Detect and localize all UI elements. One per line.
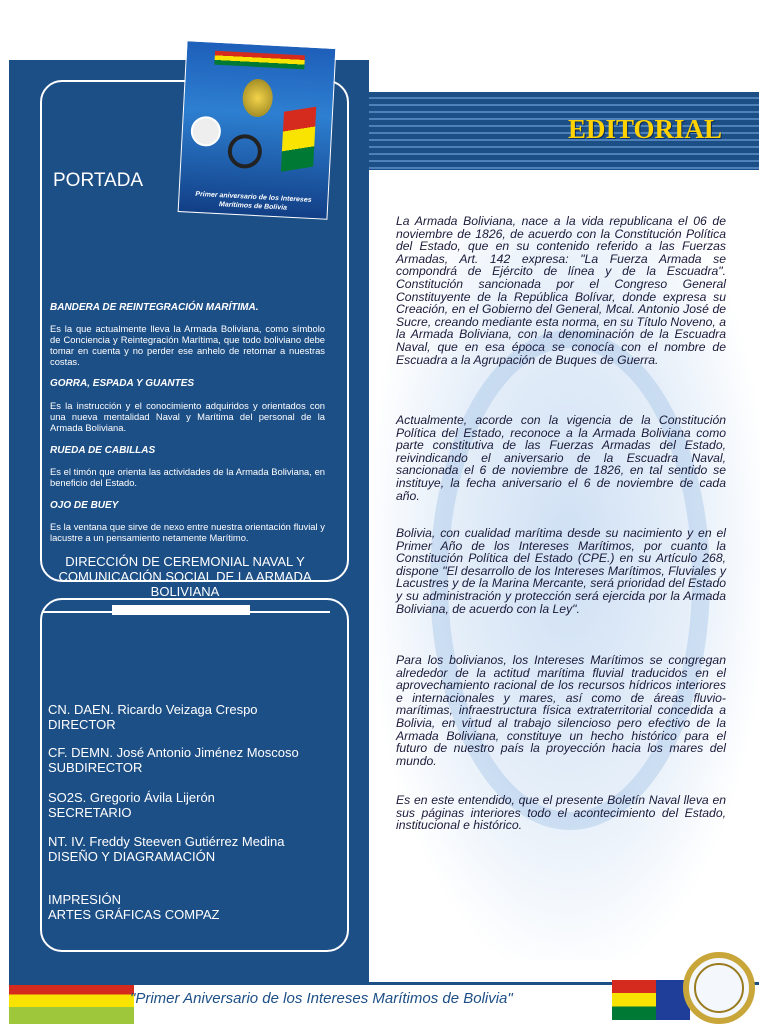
footer-slogan: "Primer Aniversario de los Intereses Marítimos de Bolivia" xyxy=(130,990,513,1007)
seal-icon xyxy=(190,116,222,148)
staff-name: NT. IV. Freddy Steeven Gutiérrez Medina xyxy=(48,834,285,849)
section-title: OJO DE BUEY xyxy=(50,500,119,511)
editorial-paragraph: La Armada Boliviana, nace a la vida republicana el 06 de noviembre de 1826, de acuerdo con la Constitución Política del Estado, que en su contenido referido a las Fuerzas Armadas, Art. 142 expresa: "La Fuerza Armada se compondrá de Ejército de línea y de la Escuadra". Constitución sancionada por el Congreso General Constituyente de la República Bolívar, donde expresa su Creación, en el Gobierno del General, Mcal. Antonio José de Sucre, creando mediante esta norma, en su Título Noveno, a la Armada Boliviana, con la denominación de la Escuadra Naval, que en esa época se conocía con el nombre de Escuadra a la Agrupación de Buques de Guerra. xyxy=(396,214,726,367)
staff-role: SECRETARIO xyxy=(48,805,132,820)
editorial-paragraph: Para los bolivianos, los Intereses Marítimos se congregan alrededor de la actitud marítima fluvial traducidos en el aprovechamiento racional de los recursos hídricos interiores e internacionales y mares, así como de áreas fluvio-marítimas, infraestructura física extraterritorial concedida a Bolivia, en virtud al trabajo silencioso pero efectivo de la Armada Boliviana, constituye un hecho histórico para el futuro de nuestro país la proyección hacia los mares del mundo. xyxy=(396,653,726,768)
staff-entry xyxy=(48,834,285,864)
staff-role: ARTES GRÁFICAS COMPAZ xyxy=(48,907,220,922)
staff-name: CN. DAEN. Ricardo Veizaga Crespo xyxy=(48,702,258,717)
staff-name: SO2S. Gregorio Ávila Lijerón xyxy=(48,790,215,805)
editorial-paragraph: Es en este entendido, que el presente Boletín Naval lleva en sus páginas interiores todo el acontecimiento del Estado, institucional e histórico. xyxy=(396,793,726,833)
staff-name: CF. DEMN. José Antonio Jiménez Moscoso xyxy=(48,745,299,760)
emblem-icon xyxy=(242,78,274,118)
staff-name: IMPRESIÓN xyxy=(48,892,121,907)
staff-role: SUBDIRECTOR xyxy=(48,760,143,775)
staff-entry xyxy=(48,790,215,820)
bolivia-flag-icon xyxy=(612,980,656,1020)
editorial-paragraph: Actualmente, acorde con la vigencia de la Constitución Política del Estado, reconoce a la Armada Boliviana como parte constitutiva de las Fuerzas Armadas del Estado, reivindicando el aniversario de la Escuadra Naval, sancionada el 6 de noviembre de 1826, en tal sentido se instituye, la fecha aniversario el 6 de noviembre de cada año. xyxy=(396,413,726,503)
section-text: Es el timón que orienta las actividades de la Armada Boliviana, en beneficio del Estado. xyxy=(50,466,325,488)
cover-heading: PORTADA xyxy=(53,170,144,191)
ship-wheel-icon xyxy=(227,134,263,170)
porthole-glass-icon xyxy=(694,963,744,1013)
section-text: Es la instrucción y el conocimiento adquiridos y orientados con una nueva mentalidad Naval y Marítima del personal de la Armada Boliviana. xyxy=(50,400,325,433)
editorial-heading: EDITORIAL xyxy=(567,114,722,144)
section-title: BANDERA DE REINTEGRACIÓN MARÍTIMA. xyxy=(50,302,259,313)
section-title: GORRA, ESPADA Y GUANTES xyxy=(50,378,195,389)
footer-flag-bar xyxy=(9,982,134,1024)
divider-bar xyxy=(112,605,250,615)
staff-role: DIRECTOR xyxy=(48,717,116,732)
editorial-paragraph: Bolivia, con cualidad marítima desde su nacimiento y en el Primer Año de los Intereses Marítimos, por cuanto la Constitución Política del Estado (CPE.) en su Artículo 268, dispone "El desarrollo de los Intereses Marítimos, Fluviales y Lacustres y de la Marina Mercante, será prioridad del Estado y su administración y protección será ejercida por la Armada Boliviana, de acuerdo con la Ley". xyxy=(396,526,726,616)
section-title: RUEDA DE CABILLAS xyxy=(50,445,156,456)
section-text: Es la ventana que sirve de nexo entre nuestra orientación fluvial y lacustre a un pensamiento netamente Marítimo. xyxy=(50,521,325,543)
section-text: Es la que actualmente lleva la Armada Boliviana, como símbolo de Conciencia y Reintegración Marítima, que todo boliviano debe tomar en cuenta y no perder ese anhelo de retornar a nuestras costas. xyxy=(50,323,325,367)
direction-title: DIRECCIÓN DE CEREMONIAL NAVAL Y COMUNICACIÓN SOCIAL DE LA ARMADA BOLIVIANA xyxy=(58,554,312,599)
staff-entry xyxy=(48,702,258,732)
maritime-flag-icon xyxy=(281,107,316,172)
staff-entry xyxy=(48,745,299,775)
staff-entry xyxy=(48,892,219,922)
flag-icon xyxy=(214,51,305,70)
cover-image xyxy=(178,40,337,220)
staff-role: DISEÑO Y DIAGRAMACIÓN xyxy=(48,849,216,864)
cover-subtitle: Primer aniversario de los Intereses Marítimos de Bolivia xyxy=(195,190,312,212)
